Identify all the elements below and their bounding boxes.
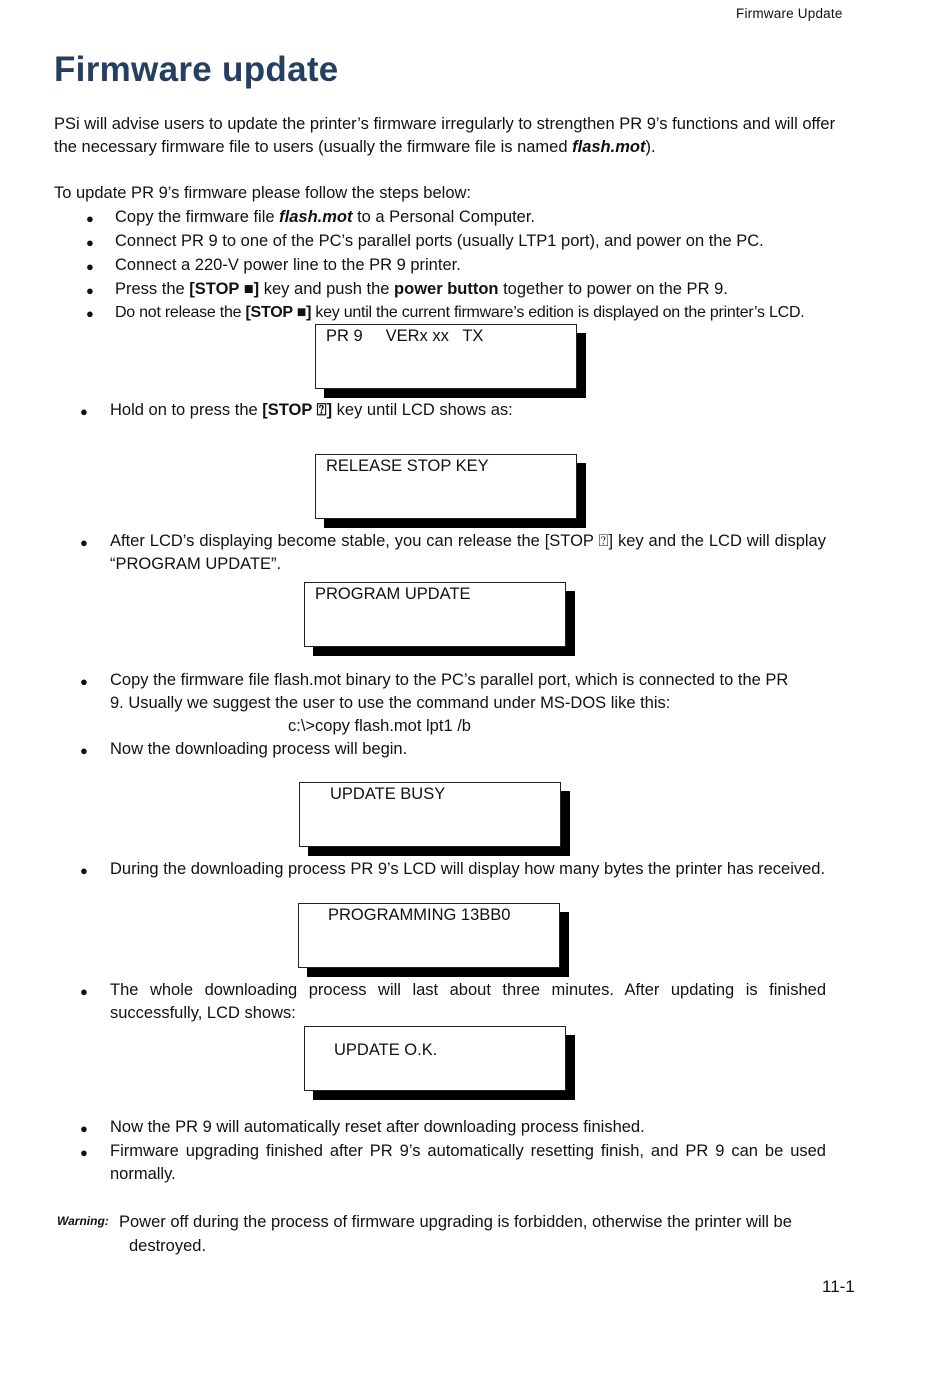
bullet-icon: ●: [80, 743, 88, 758]
steps-intro: To update PR 9’s firmware please follow the steps below:: [54, 184, 471, 202]
running-header: Firmware Update: [736, 6, 843, 21]
bullet-icon: ●: [86, 235, 94, 250]
bullet-icon: ●: [86, 306, 94, 321]
bullet-icon: ●: [80, 404, 88, 419]
bullet-icon: ●: [80, 1145, 88, 1160]
bullet-icon: ●: [80, 984, 88, 999]
bullet-icon: ●: [80, 674, 88, 689]
warning-text-line-2: destroyed.: [129, 1237, 207, 1255]
lcd-ok-display: UPDATE O.K.: [304, 1026, 566, 1091]
bullet-icon: ●: [86, 211, 94, 226]
bullet-icon: ●: [80, 1121, 88, 1136]
firmware-filename: flash.mot: [572, 138, 646, 156]
lcd-busy-display: UPDATE BUSY: [299, 782, 561, 847]
warning-label: Warning:: [57, 1214, 109, 1228]
bullet-icon: ●: [80, 535, 88, 550]
intro-line-2: the necessary firmware file to users (usually the firmware file is named flash.mot).: [54, 138, 656, 156]
lcd-version-display: PR 9 VERx xx TX: [315, 324, 577, 389]
lcd-program-update-display: PROGRAM UPDATE: [304, 582, 566, 647]
intro-line-1: PSi will advise users to update the printer’s firmware irregularly to strengthen PR 9’s functions and will offer: [54, 115, 836, 133]
warning-text-line-1: Power off during the process of firmware upgrading is forbidden, otherwise the printer will be: [119, 1213, 792, 1231]
bullet-icon: ●: [80, 863, 88, 878]
bullet-icon: ●: [86, 259, 94, 274]
intro-paragraph: [54, 113, 835, 159]
page-number: 11-1: [822, 1277, 855, 1296]
dos-command: c:\>copy flash.mot lpt1 /b: [288, 717, 471, 735]
lcd-release-display: RELEASE STOP KEY: [315, 454, 577, 519]
page-title: Firmware update: [54, 50, 339, 89]
bullet-icon: ●: [86, 283, 94, 298]
lcd-programming-display: PROGRAMMING 13BB0: [298, 903, 560, 968]
